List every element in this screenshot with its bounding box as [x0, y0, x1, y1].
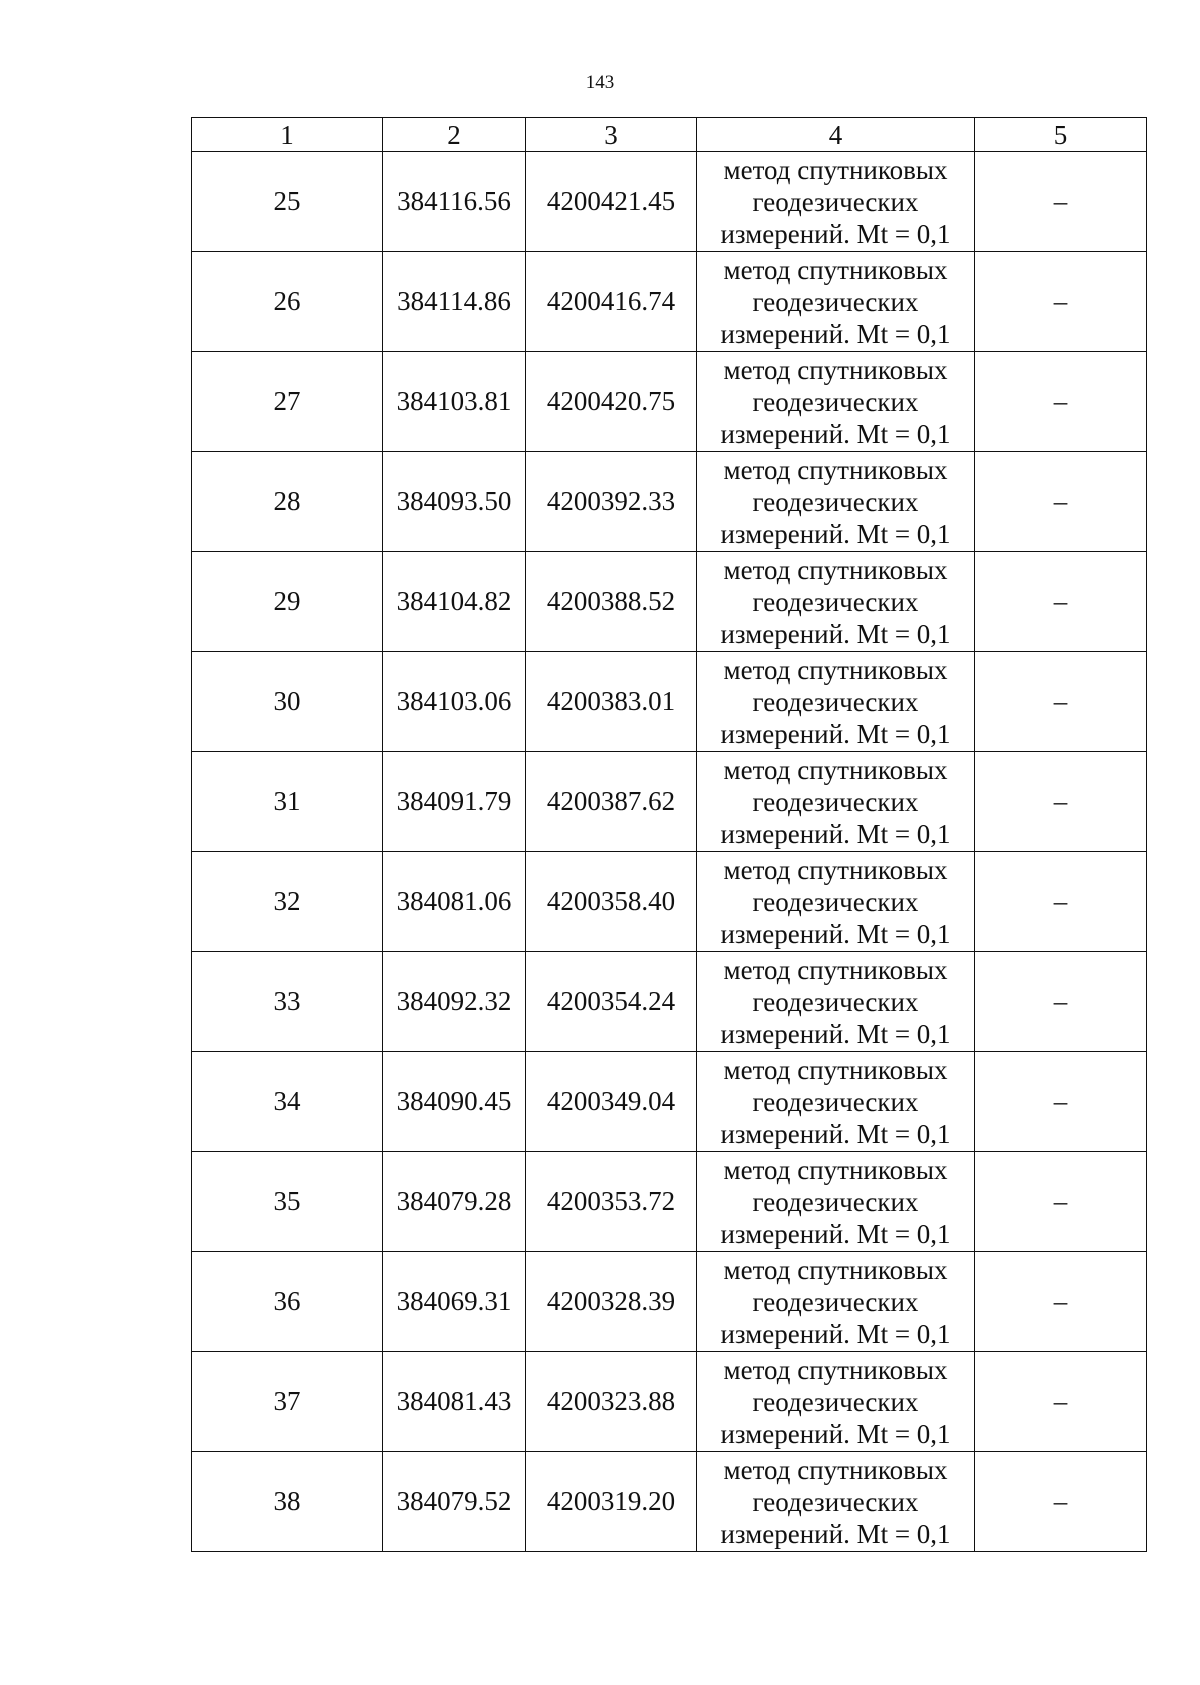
point-number-cell: 32 — [192, 852, 383, 952]
column-header-4: 4 — [697, 118, 975, 152]
y-coordinate-cell: 4200354.24 — [526, 952, 697, 1052]
note-cell: – — [975, 1152, 1147, 1252]
table-row — [192, 152, 1147, 252]
x-coordinate-cell: 384103.81 — [383, 352, 526, 452]
y-coordinate-cell: 4200349.04 — [526, 1052, 697, 1152]
method-cell: метод спутниковых геодезических измерений. Mt = 0,1 — [697, 1452, 975, 1552]
header-row — [192, 118, 1147, 152]
x-coordinate-cell: 384079.28 — [383, 1152, 526, 1252]
x-coordinate-cell: 384114.86 — [383, 252, 526, 352]
note-cell: – — [975, 1352, 1147, 1452]
x-coordinate-cell: 384092.32 — [383, 952, 526, 1052]
point-number-cell: 33 — [192, 952, 383, 1052]
point-number-cell: 26 — [192, 252, 383, 352]
note-cell: – — [975, 652, 1147, 752]
point-number-cell: 36 — [192, 1252, 383, 1352]
note-cell: – — [975, 552, 1147, 652]
table-row — [192, 252, 1147, 352]
y-coordinate-cell: 4200353.72 — [526, 1152, 697, 1252]
x-coordinate-cell: 384069.31 — [383, 1252, 526, 1352]
y-coordinate-cell: 4200323.88 — [526, 1352, 697, 1452]
note-cell: – — [975, 1252, 1147, 1352]
point-number-cell: 38 — [192, 1452, 383, 1552]
x-coordinate-cell: 384079.52 — [383, 1452, 526, 1552]
table-row — [192, 752, 1147, 852]
y-coordinate-cell: 4200328.39 — [526, 1252, 697, 1352]
method-cell: метод спутниковых геодезических измерений. Mt = 0,1 — [697, 1052, 975, 1152]
y-coordinate-cell: 4200387.62 — [526, 752, 697, 852]
table-row — [192, 952, 1147, 1052]
method-cell: метод спутниковых геодезических измерений. Mt = 0,1 — [697, 452, 975, 552]
x-coordinate-cell: 384104.82 — [383, 552, 526, 652]
y-coordinate-cell: 4200392.33 — [526, 452, 697, 552]
method-cell: метод спутниковых геодезических измерений. Mt = 0,1 — [697, 552, 975, 652]
method-cell: метод спутниковых геодезических измерений. Mt = 0,1 — [697, 1352, 975, 1452]
table-row — [192, 352, 1147, 452]
method-cell: метод спутниковых геодезических измерений. Mt = 0,1 — [697, 1152, 975, 1252]
point-number-cell: 27 — [192, 352, 383, 452]
point-number-cell: 30 — [192, 652, 383, 752]
note-cell: – — [975, 1052, 1147, 1152]
method-cell: метод спутниковых геодезических измерений. Mt = 0,1 — [697, 252, 975, 352]
table-row — [192, 852, 1147, 952]
note-cell: – — [975, 952, 1147, 1052]
y-coordinate-cell: 4200388.52 — [526, 552, 697, 652]
table-row — [192, 552, 1147, 652]
y-coordinate-cell: 4200416.74 — [526, 252, 697, 352]
x-coordinate-cell: 384081.06 — [383, 852, 526, 952]
note-cell: – — [975, 252, 1147, 352]
point-number-cell: 37 — [192, 1352, 383, 1452]
y-coordinate-cell: 4200319.20 — [526, 1452, 697, 1552]
x-coordinate-cell: 384093.50 — [383, 452, 526, 552]
column-header-5: 5 — [975, 118, 1147, 152]
y-coordinate-cell: 4200358.40 — [526, 852, 697, 952]
x-coordinate-cell: 384081.43 — [383, 1352, 526, 1452]
column-header-3: 3 — [526, 118, 697, 152]
method-cell: метод спутниковых геодезических измерений. Mt = 0,1 — [697, 852, 975, 952]
note-cell: – — [975, 1452, 1147, 1552]
table-row — [192, 1252, 1147, 1352]
y-coordinate-cell: 4200383.01 — [526, 652, 697, 752]
note-cell: – — [975, 452, 1147, 552]
point-number-cell: 29 — [192, 552, 383, 652]
method-cell: метод спутниковых геодезических измерений. Mt = 0,1 — [697, 952, 975, 1052]
point-number-cell: 31 — [192, 752, 383, 852]
method-cell: метод спутниковых геодезических измерений. Mt = 0,1 — [697, 152, 975, 252]
method-cell: метод спутниковых геодезических измерений. Mt = 0,1 — [697, 1252, 975, 1352]
table-row — [192, 1452, 1147, 1552]
point-number-cell: 34 — [192, 1052, 383, 1152]
point-number-cell: 35 — [192, 1152, 383, 1252]
x-coordinate-cell: 384103.06 — [383, 652, 526, 752]
column-header-1: 1 — [192, 118, 383, 152]
x-coordinate-cell: 384091.79 — [383, 752, 526, 852]
note-cell: – — [975, 352, 1147, 452]
table-row — [192, 652, 1147, 752]
note-cell: – — [975, 852, 1147, 952]
coordinates-table — [191, 117, 1147, 1552]
y-coordinate-cell: 4200421.45 — [526, 152, 697, 252]
method-cell: метод спутниковых геодезических измерений. Mt = 0,1 — [697, 752, 975, 852]
page-number: 143 — [585, 72, 615, 93]
point-number-cell: 28 — [192, 452, 383, 552]
column-header-2: 2 — [383, 118, 526, 152]
table-row — [192, 1052, 1147, 1152]
x-coordinate-cell: 384090.45 — [383, 1052, 526, 1152]
table-row — [192, 1352, 1147, 1452]
table-row — [192, 452, 1147, 552]
point-number-cell: 25 — [192, 152, 383, 252]
method-cell: метод спутниковых геодезических измерений. Mt = 0,1 — [697, 652, 975, 752]
table-row — [192, 1152, 1147, 1252]
note-cell: – — [975, 152, 1147, 252]
y-coordinate-cell: 4200420.75 — [526, 352, 697, 452]
note-cell: – — [975, 752, 1147, 852]
method-cell: метод спутниковых геодезических измерений. Mt = 0,1 — [697, 352, 975, 452]
x-coordinate-cell: 384116.56 — [383, 152, 526, 252]
